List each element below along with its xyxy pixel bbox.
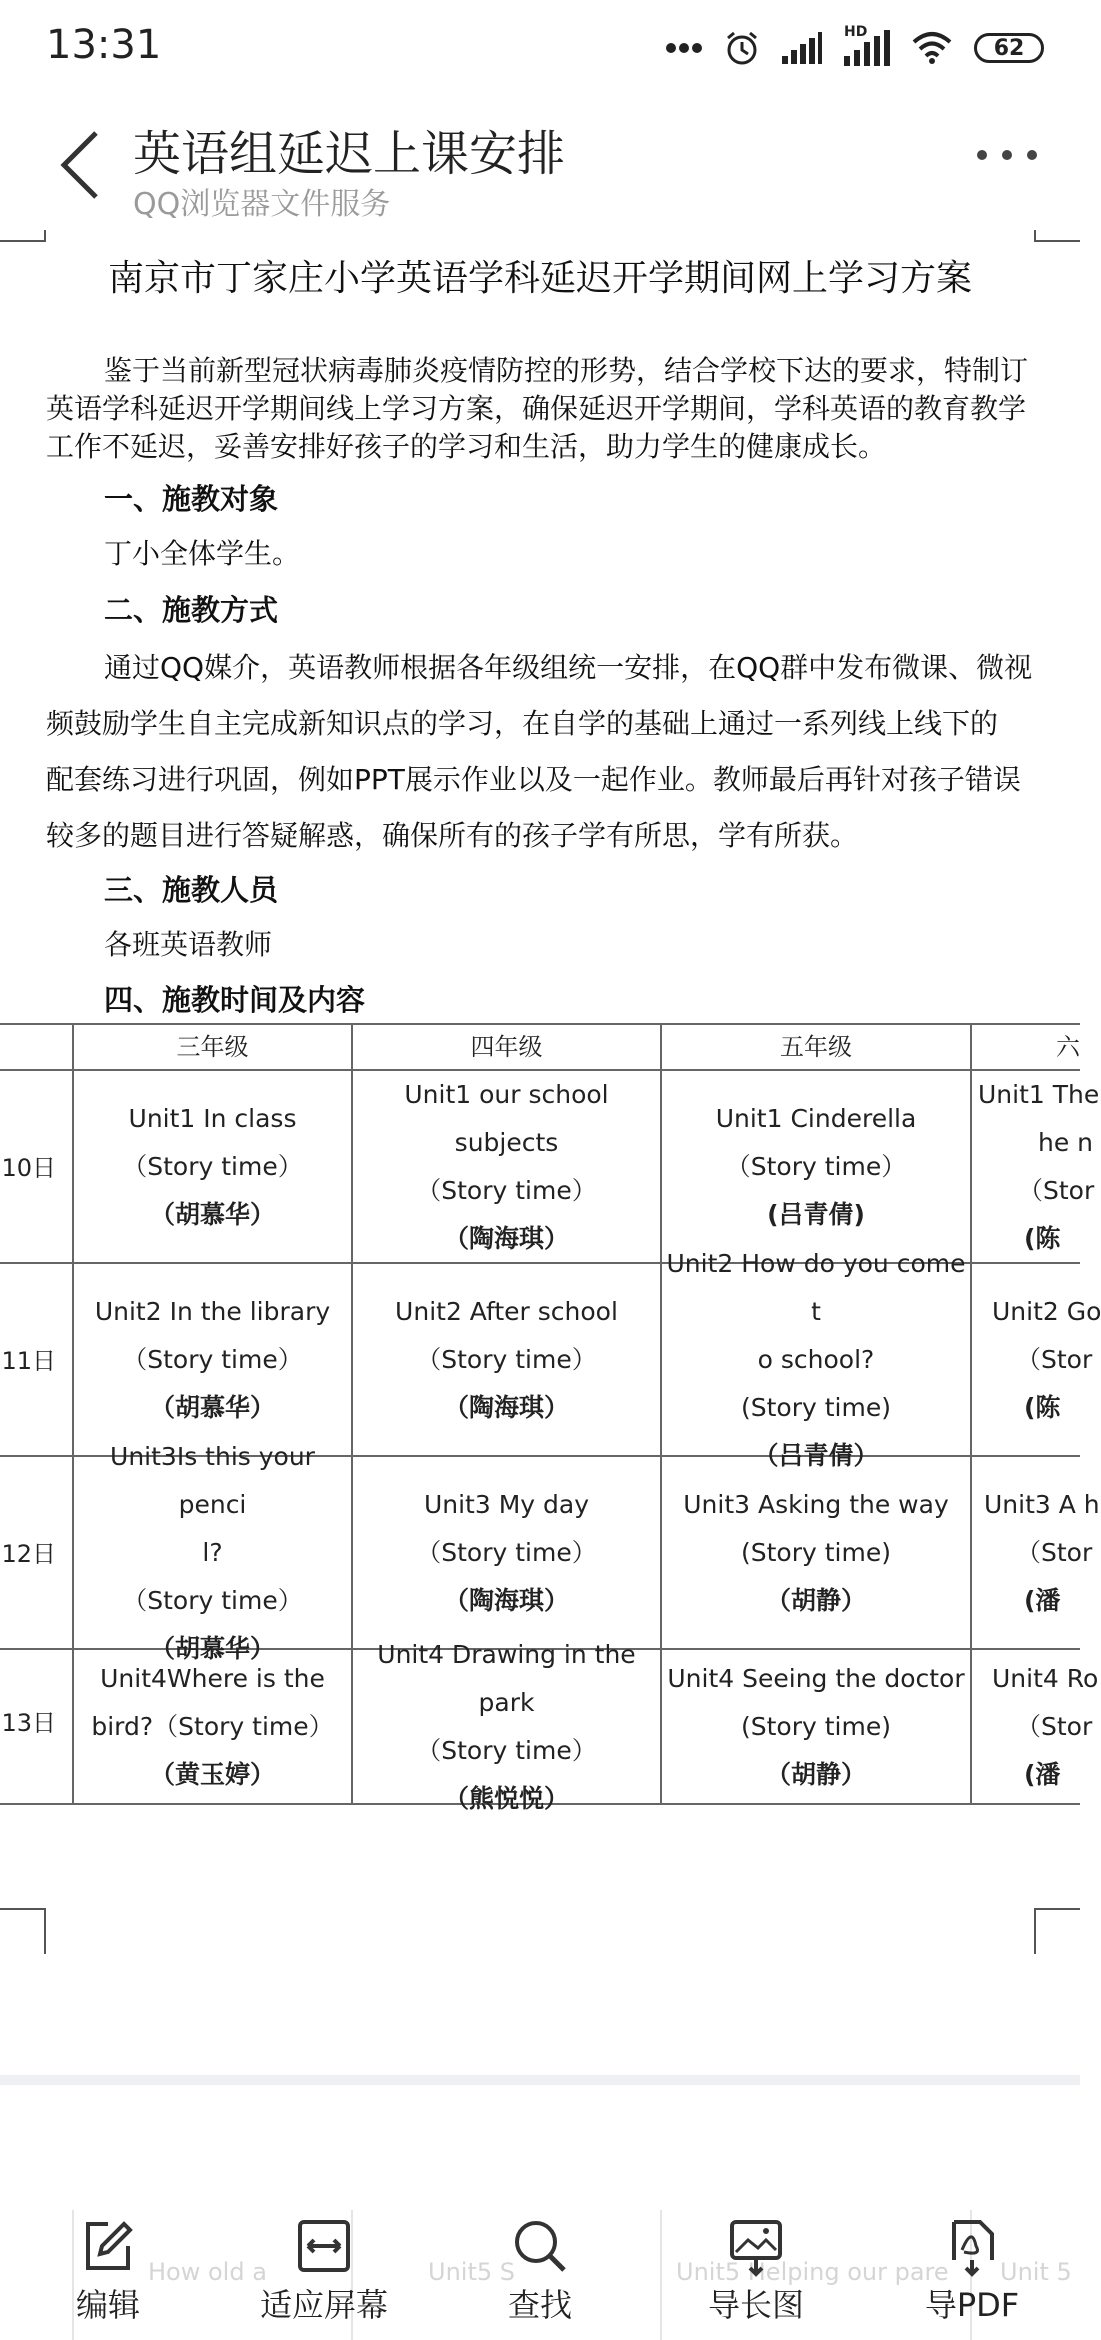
page-divider <box>0 2075 1080 2085</box>
search-icon <box>510 2216 570 2276</box>
table-cell <box>662 1457 970 1648</box>
section-text: 丁小全体学生。 <box>104 537 301 570</box>
cell-teacher: （陶海琪） <box>443 1223 569 1253</box>
intro-line: 英语学科延迟开学期间线上学习方案，确保延迟开学期间，学科英语的教育教学 <box>46 392 1027 425</box>
preview-text: Unit5 Helping our pare <box>676 2258 949 2286</box>
cell-teacher: （陶海琪） <box>443 1585 569 1615</box>
table-cell <box>662 1248 970 1470</box>
intro-line: 鉴于当前新型冠状病毒肺炎疫情防控的形势，结合学校下达的要求，特制订 <box>104 354 1029 387</box>
pdf-icon <box>942 2216 1002 2276</box>
section-heading: 四、施教时间及内容 <box>104 983 366 1017</box>
page-corner-mark <box>1034 230 1080 242</box>
document-title: 南京市丁家庄小学英语学科延迟开学期间网上学习方案 <box>107 258 972 299</box>
battery-icon <box>974 33 1044 63</box>
back-arrow-icon <box>52 125 112 205</box>
section-text: 各班英语教师 <box>104 928 273 961</box>
cell-story-time: （Story time） <box>416 1537 597 1567</box>
page-subtitle: QQ浏览器文件服务 <box>133 187 391 222</box>
cell-unit: Unit4 Seeing the doctor <box>667 1663 965 1693</box>
page-corner-mark <box>0 230 46 242</box>
status-icons <box>666 26 1044 70</box>
cell-unit: o school? <box>757 1344 875 1374</box>
cell-story-time: （Story time） <box>122 1585 303 1615</box>
column-header-grade4: 四年级 <box>470 1033 543 1061</box>
column-header-grade5: 五年级 <box>780 1033 852 1061</box>
cell-story-time: （Stor <box>1016 1344 1093 1374</box>
section-heading: 一、施教对象 <box>104 482 279 516</box>
more-notifications-icon <box>666 42 702 54</box>
wifi-icon <box>912 32 952 64</box>
cell-story-time: (Story time) <box>741 1711 891 1741</box>
hd-badge: HD <box>844 24 868 40</box>
cell-story-time: （Story time） <box>122 1344 303 1374</box>
cell-story-time: （Story time） <box>122 1151 303 1181</box>
page-title: 英语组延迟上课安排 <box>133 126 566 182</box>
table-cell <box>74 1441 351 1663</box>
table-cell <box>992 1264 1101 1455</box>
signal-icon <box>782 32 822 64</box>
cell-story-time: （Story time） <box>416 1344 597 1374</box>
cell-story-time: (Story time) <box>741 1537 891 1567</box>
cell-unit: Unit3 A h <box>984 1489 1100 1519</box>
cell-teacher: （胡慕华） <box>149 1633 275 1663</box>
table-cell <box>992 1650 1099 1803</box>
table-cell <box>353 1457 660 1648</box>
page-corner-mark <box>1034 1908 1080 1954</box>
method-line: 频鼓励学生自主完成新知识点的学习，在自学的基础上通过一系列线上线下的 <box>46 707 999 740</box>
cell-story-time: （Stor <box>1016 1711 1093 1741</box>
section-heading: 三、施教人员 <box>104 873 279 907</box>
table-cell <box>353 1639 660 1813</box>
document-view[interactable] <box>0 230 1101 2080</box>
cell-story-time: （Stor <box>1016 1537 1093 1567</box>
fit-screen-button[interactable] <box>216 2210 432 2340</box>
long-image-icon <box>726 2216 786 2276</box>
table-cell <box>978 1071 1100 1262</box>
table-cell <box>984 1457 1100 1648</box>
preview-text: Unit5 S <box>428 2258 515 2286</box>
cell-unit: Unit2 In the library <box>94 1296 331 1326</box>
row-label-date: 12日 <box>1 1540 56 1568</box>
cell-teacher: (潘 <box>1024 1585 1061 1615</box>
cell-teacher: （黄玉婷） <box>149 1759 275 1789</box>
cell-teacher: （胡静） <box>765 1759 866 1789</box>
row-label-date: 10日 <box>1 1154 56 1182</box>
cell-unit: Unit3 Asking the way <box>683 1489 949 1519</box>
more-dots-icon <box>972 145 1042 165</box>
cell-story-time: （Story time） <box>416 1175 597 1205</box>
status-bar <box>0 0 1080 95</box>
section-heading: 二、施教方式 <box>104 593 279 627</box>
table-cell <box>353 1264 660 1455</box>
cell-unit: Unit3Is this your penci <box>110 1441 315 1519</box>
method-paragraph <box>46 640 1046 864</box>
edit-label: 编辑 <box>75 2286 140 2324</box>
cell-unit: Unit2 How do you come t <box>666 1248 966 1326</box>
table-cell <box>74 1650 351 1803</box>
cell-teacher: (潘 <box>1024 1759 1061 1789</box>
intro-line: 工作不延迟，妥善安排好孩子的学习和生活，助力学生的健康成长。 <box>46 430 887 463</box>
cell-teacher: （陶海琪） <box>443 1392 569 1422</box>
edit-button[interactable] <box>0 2210 216 2340</box>
cell-teacher: (陈 <box>1024 1392 1061 1422</box>
cell-teacher: (陈 <box>1024 1223 1061 1253</box>
cell-teacher: （胡慕华） <box>149 1199 275 1229</box>
app-header <box>0 95 1080 230</box>
cell-unit: Unit4 Drawing in the park <box>377 1639 636 1717</box>
cell-unit: Unit2 Go <box>992 1296 1101 1326</box>
alarm-icon <box>724 30 760 66</box>
column-header-grade3: 三年级 <box>176 1033 249 1061</box>
cell-story-time: (Story time) <box>741 1392 891 1422</box>
find-label: 查找 <box>507 2286 572 2324</box>
cell-unit: l? <box>202 1537 223 1567</box>
fit-screen-icon <box>294 2216 354 2276</box>
preview-text: How old a <box>148 2258 267 2286</box>
status-time: 13:31 <box>46 22 162 68</box>
find-button[interactable] <box>432 2210 648 2340</box>
back-button[interactable] <box>52 125 112 205</box>
export-pdf-button[interactable] <box>864 2210 1080 2340</box>
row-label-date: 11日 <box>1 1347 56 1375</box>
pdf-label: 导PDF <box>924 2286 1020 2324</box>
cell-teacher: （吕青倩） <box>753 1440 879 1470</box>
cell-unit: Unit4Where is the <box>100 1663 325 1693</box>
cell-unit: Unit1 In class <box>128 1103 297 1133</box>
cell-teacher: (吕青倩) <box>767 1199 865 1229</box>
more-options-button[interactable] <box>972 145 1042 175</box>
table-cell <box>662 1071 970 1262</box>
edit-icon <box>78 2216 138 2276</box>
schedule-table <box>0 1023 1101 1813</box>
cell-unit: bird?（Story time） <box>91 1711 334 1741</box>
long-image-label: 导长图 <box>707 2286 804 2324</box>
cell-teacher: （胡慕华） <box>149 1392 275 1422</box>
column-header-grade6: 六 <box>1056 1033 1080 1061</box>
fit-screen-label: 适应屏幕 <box>259 2286 388 2324</box>
cell-story-time: （Story time） <box>416 1735 597 1765</box>
export-long-image-button[interactable] <box>648 2210 864 2340</box>
cell-teacher: （胡静） <box>765 1585 866 1615</box>
table-cell <box>74 1264 351 1455</box>
cell-unit: he n <box>1038 1127 1094 1157</box>
cell-teacher: （熊悦悦） <box>443 1783 569 1813</box>
cell-unit: Unit1 our school subjects <box>404 1079 609 1157</box>
table-cell <box>662 1650 970 1803</box>
cell-unit: Unit1 The <box>978 1079 1100 1109</box>
row-label-date: 13日 <box>1 1709 56 1737</box>
cell-unit: Unit4 Ro <box>992 1663 1099 1693</box>
table-grid-line <box>970 1023 972 1805</box>
preview-text: Unit 5 <box>1000 2258 1072 2286</box>
intro-paragraph <box>46 352 1046 466</box>
page-corner-mark <box>0 1908 46 1954</box>
cell-unit: Unit2 After school <box>395 1296 618 1326</box>
method-line: 较多的题目进行答疑解惑，确保所有的孩子学有所思，学有所获。 <box>46 819 859 852</box>
method-line: 配套练习进行巩固，例如PPT展示作业以及一起作业。教师最后再针对孩子错误 <box>46 763 1021 796</box>
cell-unit: Unit1 Cinderella <box>715 1103 917 1133</box>
bottom-toolbar <box>0 2210 1080 2340</box>
cell-unit: Unit3 My day <box>423 1489 590 1519</box>
table-cell <box>353 1071 660 1262</box>
method-line: 通过QQ媒介，英语教师根据各年级组统一安排，在QQ群中发布微课、微视 <box>104 651 1033 684</box>
table-cell <box>74 1071 351 1262</box>
hd-signal-icon <box>844 24 890 66</box>
battery-level: 62 <box>993 35 1025 61</box>
cell-story-time: （Stor <box>1018 1175 1095 1205</box>
cell-story-time: （Story time） <box>725 1151 907 1181</box>
